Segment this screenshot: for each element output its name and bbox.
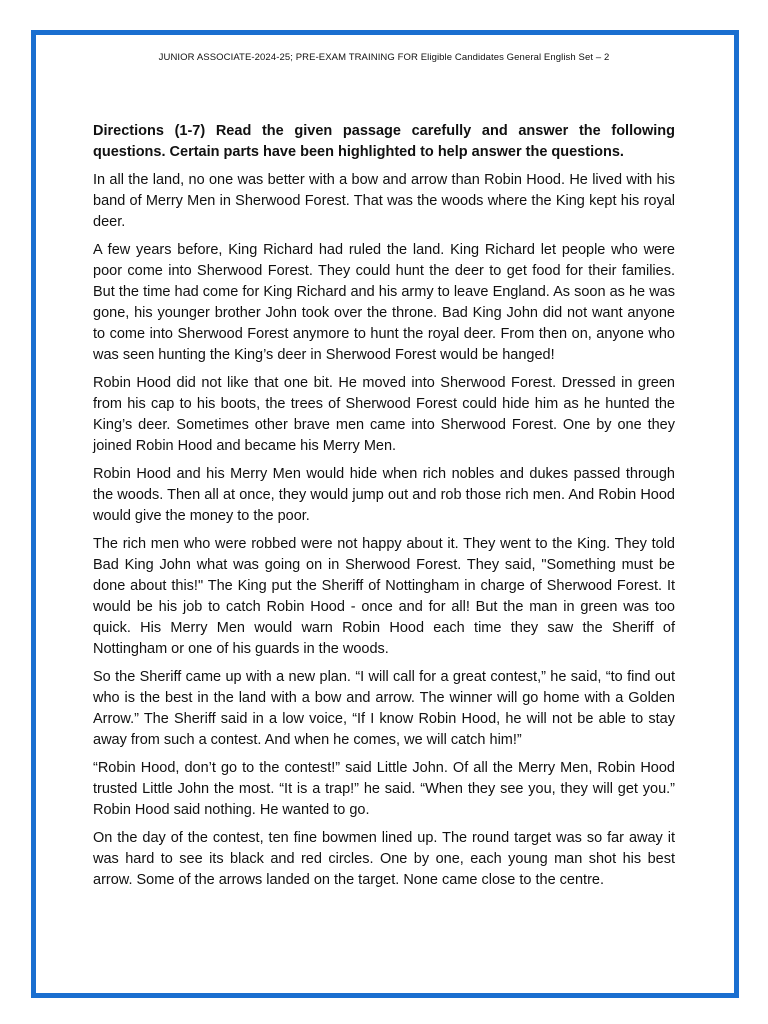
paragraph-8: On the day of the contest, ten fine bowmen lined up. The round target was so far away it was hard to see its black and red circles. One by one, each young man shot his best arrow. Some of the arrows landed on the target. None came close to the centre.	[93, 830, 675, 888]
directions-heading: Directions (1-7) Read the given passage carefully and answer the following questions. Certain parts have been highlighted to help answer the questions.	[93, 123, 675, 160]
paragraph-5: The rich men who were robbed were not happy about it. They went to the King. They told Bad King John what was going on in Sherwood Forest. They said, "Something must be done about this!" The King put the Sheriff of Nottingham in charge of Sherwood Forest. It would be his job to catch Robin Hood - once and for all! But the man in green was too quick. His Merry Men would warn Robin Hood each time they saw the Sheriff of Nottingham or one of his guards in the woods.	[93, 536, 675, 657]
paragraph-4: Robin Hood and his Merry Men would hide when rich nobles and dukes passed through the woods. Then all at once, they would jump out and rob those rich men. And Robin Hood would give the money to the poor.	[93, 466, 675, 524]
paragraph-6: So the Sheriff came up with a new plan. “I will call for a great contest,” he said, “to find out who is the best in the land with a bow and arrow. The winner will go home with a Golden Arrow.” The Sheriff said in a low voice, “If I know Robin Hood, he will not be able to stay away from such a contest. And when he comes, we will catch him!”	[93, 669, 675, 748]
paragraph-1: In all the land, no one was better with a bow and arrow than Robin Hood. He lived with his band of Merry Men in Sherwood Forest. That was the woods where the King kept his royal deer.	[93, 172, 675, 230]
paragraph-7: “Robin Hood, don’t go to the contest!” said Little John. Of all the Merry Men, Robin Hood trusted Little John the most. “It is a trap!” he said. “When they see you, they will get you.” Robin Hood said nothing. He wanted to go.	[93, 760, 675, 818]
passage-content	[93, 121, 675, 898]
page-header: JUNIOR ASSOCIATE-2024-25; PRE-EXAM TRAINING FOR Eligible Candidates General English Set – 2	[158, 52, 610, 63]
paragraph-3: Robin Hood did not like that one bit. He moved into Sherwood Forest. Dressed in green from his cap to his boots, the trees of Sherwood Forest could hide him as he hunted the King’s deer. Sometimes other brave men came into Sherwood Forest. One by one they joined Robin Hood and became his Merry Men.	[93, 375, 675, 454]
paragraph-2: A few years before, King Richard had ruled the land. King Richard let people who were poor come into Sherwood Forest. They could hunt the deer to get food for their families. But the time had come for King Richard and his army to leave England. As soon as he was gone, his younger brother John took over the throne. Bad King John did not want anyone to come into Sherwood Forest anymore to hunt the royal deer. From then on, anyone who was seen hunting the King’s deer in Sherwood Forest would be hanged!	[93, 242, 675, 363]
